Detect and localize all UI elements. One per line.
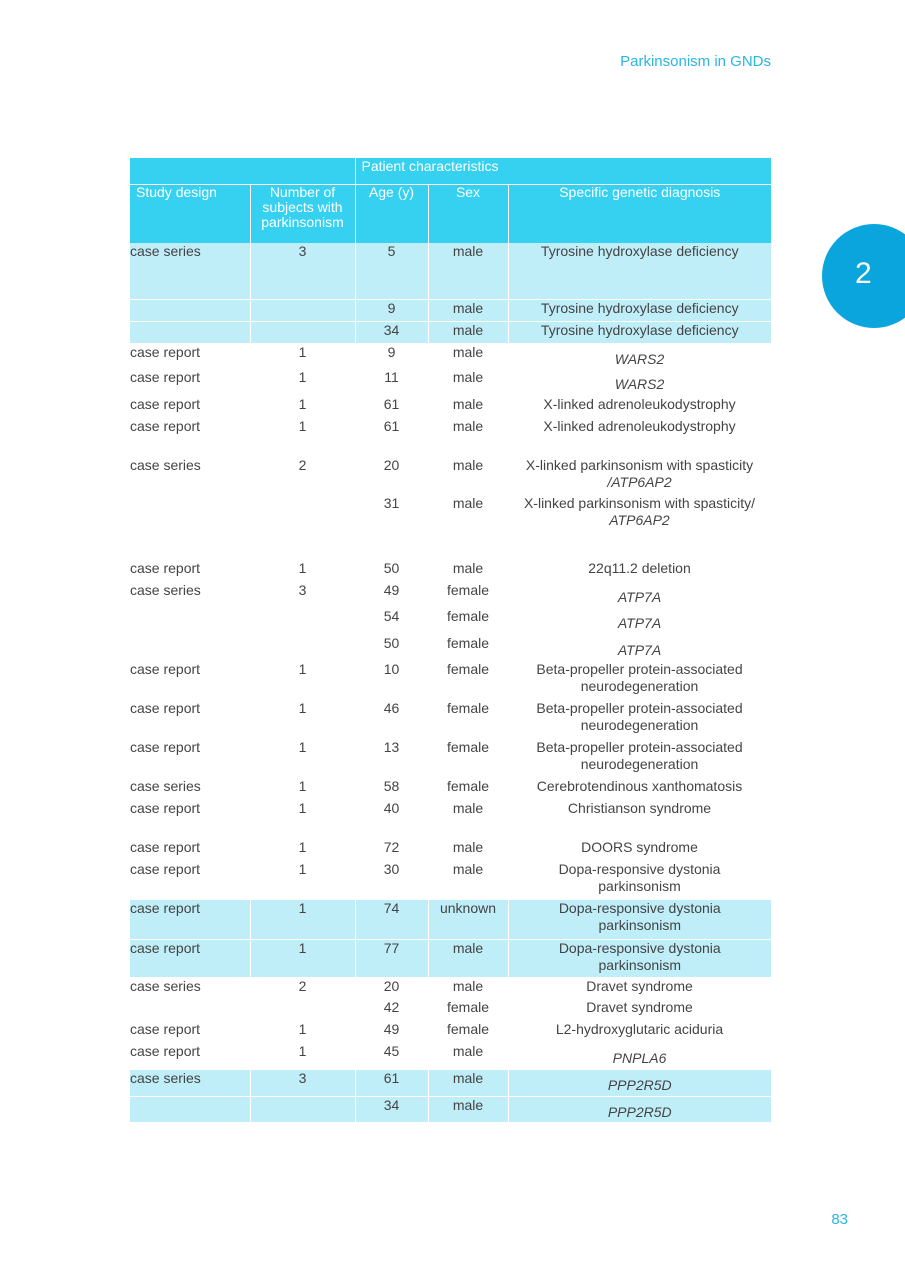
cell-number <box>250 999 355 1021</box>
cell-number: 1 <box>298 778 307 794</box>
cell-age: 72 <box>383 839 400 855</box>
cell-study-design: case series <box>130 977 201 994</box>
cell-age: 42 <box>383 999 400 1015</box>
table-row <box>130 396 771 418</box>
cell-age: 50 <box>383 560 400 576</box>
cell-diagnosis: ATP7A <box>617 589 662 605</box>
table-row <box>130 299 771 321</box>
cell-number: 2 <box>298 457 307 473</box>
cell-sex: male <box>452 418 484 434</box>
cell-study-design: case report <box>130 1043 201 1059</box>
cell-age: 58 <box>383 778 400 794</box>
cell-sex: male <box>428 243 508 299</box>
group-header-patient-characteristics: Patient characteristics <box>355 158 771 185</box>
diagnosis-line: neurodegeneration <box>580 756 699 772</box>
cell-diagnosis <box>508 661 771 700</box>
cell-diagnosis <box>508 495 771 560</box>
cell-sex: male <box>452 396 484 412</box>
cell-age: 20 <box>383 977 400 994</box>
cell-study-design: case report <box>130 939 250 977</box>
cell-number <box>250 299 355 321</box>
cell-diagnosis: ATP7A <box>617 615 662 631</box>
cell-diagnosis: L2-hydroxyglutaric aciduria <box>555 1021 724 1037</box>
diagnosis-line: parkinsonism <box>598 878 681 894</box>
cell-age: 10 <box>383 661 400 677</box>
column-header-sex: Sex <box>428 185 508 244</box>
cell-number: 1 <box>298 739 307 755</box>
cell-number: 1 <box>250 939 355 977</box>
cell-age: 5 <box>355 243 428 299</box>
diagnosis-line: Beta-propeller protein-associated <box>536 700 743 716</box>
cell-diagnosis: Tyrosine hydroxylase deficiency <box>508 299 771 321</box>
cell-sex: female <box>446 739 490 755</box>
cell-number: 1 <box>298 700 307 716</box>
cell-sex: male <box>452 861 484 877</box>
cell-sex: male <box>452 457 484 473</box>
cell-sex: female <box>446 635 490 651</box>
cell-diagnosis <box>508 900 771 939</box>
cell-sex: male <box>452 839 484 855</box>
cell-number: 3 <box>250 1070 355 1096</box>
table-row <box>130 1043 771 1070</box>
table-row <box>130 778 771 800</box>
cell-study-design <box>130 635 250 661</box>
cell-sex: male <box>428 321 508 343</box>
diagnosis-line: Dopa-responsive dystonia <box>558 900 721 916</box>
table-row <box>130 800 771 839</box>
cell-sex: male <box>428 939 508 977</box>
cell-diagnosis: WARS2 <box>614 376 665 392</box>
cell-study-design: case series <box>130 1070 250 1096</box>
cell-sex: male <box>452 800 484 816</box>
column-header-age: Age (y) <box>355 185 428 244</box>
diagnosis-line: parkinsonism <box>598 956 681 973</box>
cell-number: 1 <box>298 1021 307 1037</box>
cell-study-design: case report <box>130 800 201 816</box>
cell-number: 1 <box>298 1043 307 1059</box>
cell-number <box>250 321 355 343</box>
table-row <box>130 608 771 635</box>
table-row <box>130 977 771 999</box>
cell-study-design: case report <box>130 861 201 877</box>
cell-study-design: case report <box>130 560 201 576</box>
cell-study-design: case series <box>130 243 250 299</box>
cell-sex: male <box>452 343 484 360</box>
column-header-number-of-subjects: Number of subjects with parkinsonism <box>250 185 355 244</box>
table-row <box>130 661 771 700</box>
diagnosis-line: X-linked parkinsonism with spasticity/ <box>523 495 756 511</box>
table-row <box>130 839 771 861</box>
cell-diagnosis: ATP7A <box>617 642 662 658</box>
cell-age: 9 <box>387 343 396 360</box>
table-row <box>130 1070 771 1096</box>
table-row <box>130 1096 771 1122</box>
cell-age: 31 <box>383 495 400 511</box>
cell-study-design: case report <box>130 343 201 360</box>
cell-study-design <box>130 495 250 560</box>
cell-sex: female <box>446 778 490 794</box>
cell-sex: female <box>446 999 490 1015</box>
cell-study-design: case report <box>130 739 201 755</box>
cell-number: 3 <box>250 243 355 299</box>
diagnosis-line: neurodegeneration <box>580 678 699 694</box>
cell-study-design <box>130 1096 250 1122</box>
cell-age: 54 <box>383 608 400 624</box>
cell-age: 9 <box>355 299 428 321</box>
table-row <box>130 582 771 608</box>
diagnosis-line: Beta-propeller protein-associated <box>536 661 743 677</box>
cell-number: 1 <box>298 661 307 677</box>
cell-study-design: case report <box>130 839 201 855</box>
cell-diagnosis: X-linked adrenoleukodystrophy <box>543 396 736 412</box>
table-row <box>130 739 771 778</box>
cell-diagnosis: 22q11.2 deletion <box>588 560 691 576</box>
cell-number: 1 <box>298 861 307 877</box>
diagnosis-line: Beta-propeller protein-associated <box>536 739 743 755</box>
cell-age: 11 <box>384 369 399 385</box>
cell-number: 3 <box>298 582 307 598</box>
cell-age: 61 <box>355 1070 428 1096</box>
cell-sex: male <box>452 369 484 385</box>
cell-number <box>250 635 355 661</box>
cell-diagnosis: Christianson syndrome <box>567 800 712 816</box>
table-row <box>130 939 771 977</box>
gene-name: ATP6AP2 <box>609 512 670 528</box>
cell-age: 49 <box>383 1021 400 1037</box>
table-row <box>130 861 771 900</box>
chapter-number-tab: 2 <box>822 224 905 328</box>
cell-diagnosis <box>508 939 771 977</box>
cell-diagnosis: PPP2R5D <box>508 1096 771 1122</box>
cell-age: 61 <box>383 418 400 434</box>
cell-study-design: case report <box>130 661 201 677</box>
patient-characteristics-table <box>130 158 771 1123</box>
cell-sex: male <box>428 1070 508 1096</box>
cell-diagnosis <box>508 700 771 739</box>
cell-sex: male <box>452 560 484 576</box>
gene-name: /ATP6AP2 <box>607 474 672 490</box>
table-row <box>130 495 771 560</box>
cell-age: 61 <box>383 396 400 412</box>
diagnosis-line: Dopa-responsive dystonia <box>558 939 721 956</box>
cell-sex: male <box>452 977 484 994</box>
cell-diagnosis: Dravet syndrome <box>586 977 693 994</box>
cell-study-design <box>130 608 250 635</box>
group-header-spacer <box>130 158 355 185</box>
table-row <box>130 369 771 396</box>
cell-diagnosis <box>508 457 771 495</box>
cell-number: 1 <box>298 343 307 360</box>
cell-diagnosis: DOORS syndrome <box>581 839 698 855</box>
cell-number: 1 <box>250 900 355 939</box>
cell-diagnosis: X-linked adrenoleukodystrophy <box>543 418 736 434</box>
cell-study-design: case report <box>130 369 201 385</box>
cell-sex: female <box>446 582 490 598</box>
cell-number: 1 <box>298 560 307 576</box>
cell-study-design: case series <box>130 457 201 473</box>
cell-sex: male <box>452 1043 484 1059</box>
cell-study-design: case report <box>130 700 201 716</box>
cell-age: 46 <box>383 700 400 716</box>
cell-age: 49 <box>383 582 400 598</box>
running-title: Parkinsonism in GNDs <box>620 53 771 70</box>
cell-age: 30 <box>383 861 400 877</box>
cell-study-design <box>130 999 250 1021</box>
cell-number: 1 <box>298 396 307 412</box>
diagnosis-line: parkinsonism <box>598 917 681 933</box>
cell-number <box>250 1096 355 1122</box>
column-header-diagnosis: Specific genetic diagnosis <box>508 185 771 244</box>
cell-study-design: case report <box>130 396 201 412</box>
cell-number: 1 <box>298 418 307 434</box>
cell-study-design: case series <box>130 582 201 598</box>
table-row <box>130 321 771 343</box>
cell-diagnosis: PNPLA6 <box>612 1050 667 1066</box>
cell-age: 74 <box>355 900 428 939</box>
cell-sex: unknown <box>428 900 508 939</box>
table-row <box>130 560 771 582</box>
cell-study-design <box>130 321 250 343</box>
page-number: 83 <box>831 1211 848 1228</box>
table-header-row <box>130 185 771 244</box>
cell-number <box>250 608 355 635</box>
cell-sex: female <box>446 661 490 677</box>
cell-sex: female <box>446 1021 490 1037</box>
table-row <box>130 1021 771 1043</box>
cell-study-design: case report <box>130 900 250 939</box>
cell-number: 1 <box>298 800 307 816</box>
table-row <box>130 457 771 495</box>
cell-age: 20 <box>383 457 400 473</box>
cell-diagnosis: Tyrosine hydroxylase deficiency <box>508 243 771 299</box>
cell-study-design: case series <box>130 778 201 794</box>
table-row <box>130 418 771 457</box>
diagnosis-line: X-linked parkinsonism with spasticity <box>525 457 754 473</box>
cell-age: 50 <box>383 635 400 651</box>
cell-age: 34 <box>355 1096 428 1122</box>
table-row <box>130 243 771 299</box>
table-group-header-row <box>130 158 771 185</box>
cell-number: 2 <box>298 977 307 994</box>
cell-age: 45 <box>383 1043 400 1059</box>
cell-age: 40 <box>383 800 400 816</box>
diagnosis-line: Dopa-responsive dystonia <box>558 861 721 877</box>
cell-age: 34 <box>355 321 428 343</box>
cell-study-design: case report <box>130 418 201 434</box>
cell-sex: male <box>428 299 508 321</box>
cell-sex: female <box>446 700 490 716</box>
cell-diagnosis: Dravet syndrome <box>586 999 693 1015</box>
cell-study-design: case report <box>130 1021 201 1037</box>
table-row <box>130 700 771 739</box>
cell-diagnosis: PPP2R5D <box>508 1070 771 1096</box>
cell-sex: female <box>446 608 490 624</box>
cell-study-design <box>130 299 250 321</box>
table-row <box>130 635 771 661</box>
cell-diagnosis <box>508 739 771 778</box>
cell-number <box>250 495 355 560</box>
cell-age: 77 <box>355 939 428 977</box>
column-header-study-design: Study design <box>130 185 250 244</box>
cell-age: 13 <box>383 739 400 755</box>
table-row <box>130 999 771 1021</box>
cell-diagnosis: Cerebrotendinous xanthomatosis <box>536 778 743 794</box>
cell-diagnosis <box>508 861 771 900</box>
cell-number: 1 <box>298 369 307 385</box>
table-row <box>130 343 771 369</box>
cell-sex: male <box>428 1096 508 1122</box>
cell-diagnosis: WARS2 <box>614 350 665 367</box>
diagnosis-line: neurodegeneration <box>580 717 699 733</box>
table-row <box>130 900 771 939</box>
cell-diagnosis: Tyrosine hydroxylase deficiency <box>508 321 771 343</box>
cell-sex: male <box>452 495 484 511</box>
cell-number: 1 <box>298 839 307 855</box>
